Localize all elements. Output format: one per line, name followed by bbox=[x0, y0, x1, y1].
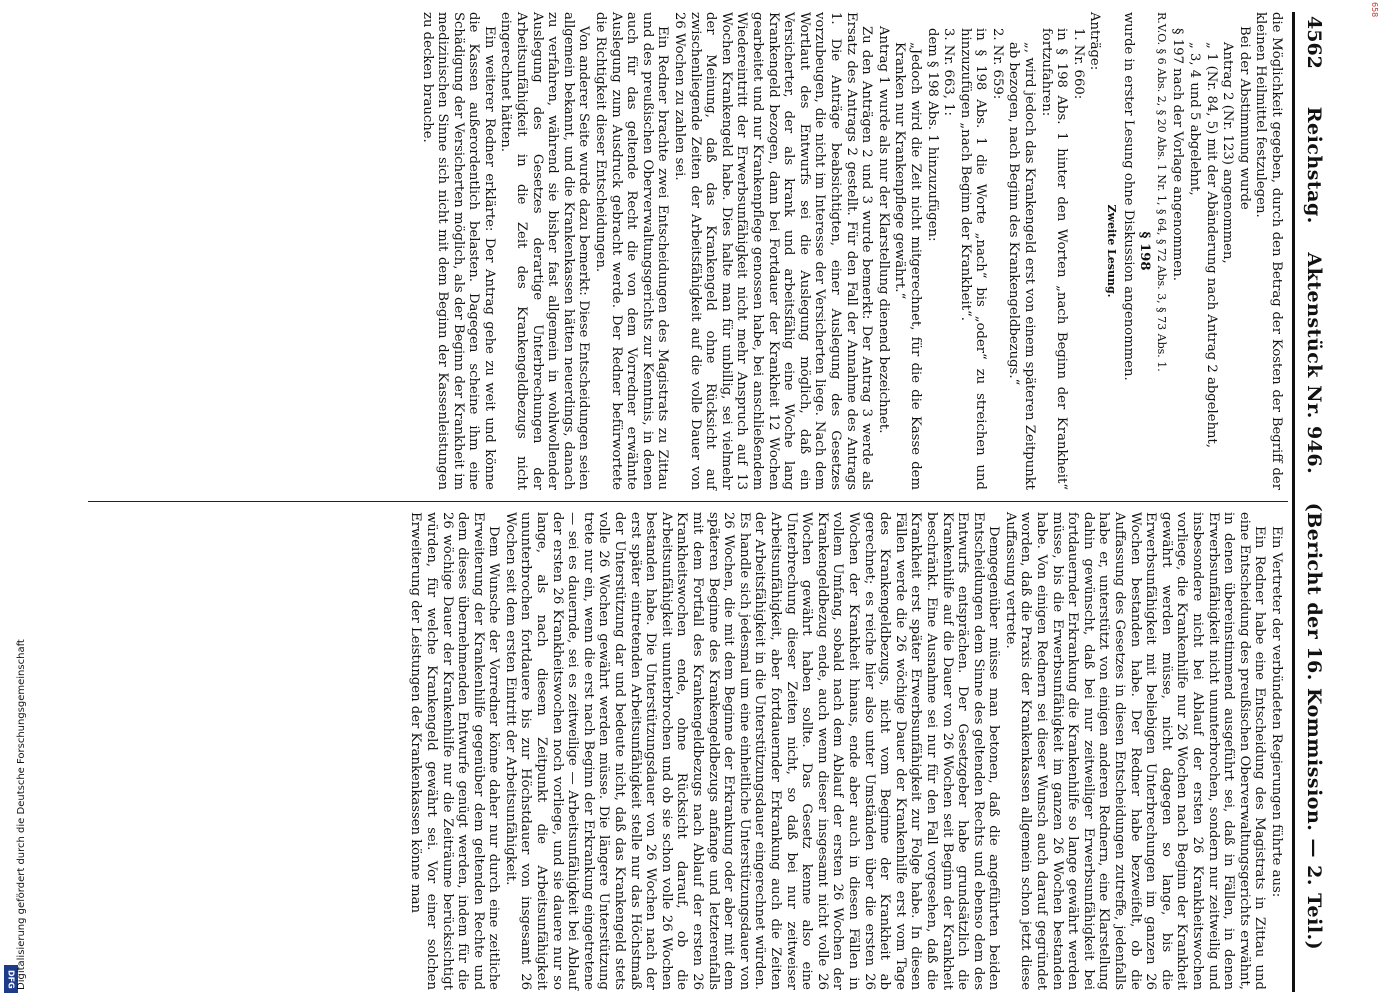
paragraph: Zu den Anträgen 2 und 3 wurde bemerkt: Der Antrag 3 werde als Ersatz des Antrags 2 gestellt. Für den Fall der Annahme des Antrags 1. Die Anträge beabsichtigten, einer Auslegung des Gesetzes vorzubeugen, die nicht im Interesse der Versicherten liege. Nach dem Wortlaut des Entwurfs sei die Auslegung möglich, daß ein Versicherter, der als krank und arbeitsfähig eine Woche lang Krankengeld bezogen, dann bei Fortdauer der Krankheit 12 Wochen gearbeitet und nur Krankenpflege genossen habe, bei anschließendem Wiedereintritt der Erwerbsunfähigkeit nicht mehr Anspruch auf 13 Wochen Krankengeld habe. Dies halte man für unbillig, sei vielmehr der Meinung, daß das Krankengeld ohne Rücksicht auf zwischenliegende Zeiten der Arbeitsfähigkeit auf die volle Dauer von 26 Wochen zu zahlen sei. bbox=[672, 12, 875, 490]
dfg-logo-icon: DFG bbox=[4, 965, 18, 993]
left-column bbox=[418, 12, 1284, 490]
paragraph: Dem Wunsche der Vorredner könne daher nur durch eine zeitliche Erweiterung der Krankenhilfe gegenüber dem geltenden Rechte und dem dieses übernehmenden Entwurfe genügt werden, indem für die 26 wöchige Dauer der Krankenhilfe nur die Zeiträume berücksichtigt würden, für welche Krankengeld gewährt sei. Vor einer solchen Erweiterung der Leistungen der Krankenkassen könne man bbox=[408, 512, 502, 990]
paragraph: Ein weiterer Redner erklärte: Der Antrag gehe zu weit und könne die Kassen außerordentlich belasten. Dagegen scheine ihm eine Schädigung der Versicherten möglich, als der Beginn der Krankheit im medizinischen Sinne sich nicht mit dem Beginn der Kassenleistungen zu decken brauche. bbox=[419, 12, 497, 490]
page-number: 4562 bbox=[1303, 16, 1326, 69]
right-column bbox=[407, 512, 1284, 990]
header-subtitle: (Bericht der 16. Kommission. — 2. Teil.) bbox=[1303, 502, 1326, 951]
motions-heading: Anträge: bbox=[1087, 12, 1103, 71]
page-id: 658 bbox=[1370, 2, 1379, 18]
page-header bbox=[1292, 12, 1334, 992]
scanned-page bbox=[34, 12, 1334, 992]
paragraph: Bei der Abstimmung wurde bbox=[1236, 26, 1252, 210]
motion-number: 3. Nr. 663, 1: bbox=[941, 28, 957, 116]
motion-text: in § 198 Abs. 1 die Worte „nach“ bis „oder“ zu streichen und hinzuzufügen „nach Beginn der Krankheit“. bbox=[957, 28, 989, 490]
paragraph: wurde in erster Lesung ohne Diskussion angenommen. bbox=[1120, 12, 1136, 381]
vote-line: Antrag 2 (Nr. 123) angenommen, bbox=[1220, 42, 1236, 264]
vote-line: „ 3, 4 und 5 abgelehnt, bbox=[1187, 42, 1203, 196]
motion-quote: „, wird jedoch das Krankengeld erst von einem späteren Zeitpunkt ab bezogen, nach Beginn des Krankengeldbezugs.“ bbox=[1006, 42, 1038, 490]
paragraph: Ein Redner habe eine Entscheidung des Magistrats in Zittau und eine Entscheidung des preußischen Oberverwaltungsgerichts erwähnt, in denen übereinstimmend ausgeführt sei, daß in Fällen, in denen Erwerbsunfähigkeit nicht ununterbrochen, sondern nur zeitweilig und insbesondere nicht bei Ablauf der ersten 26 Krankheitswochen vorliege, die Krankenhilfe nur 26 Wochen nach Beginn der Krankheit gewährt werden müsse, nicht dagegen so lange, bis die Erwerbsunfähigkeit mit beliebigen Unterbrechungen im ganzen 26 Wochen bestanden habe. Der Redner habe bezweifelt, ob die Auffassung des Gesetzes in diesen Entscheidungen zutreffe, jedenfalls habe er, unterstützt von einigen anderen Rednern, eine Klarstellung dahin gewünscht, daß bei nur zeitweiliger Erwerbsunfähigkeit bei fortdauernder Erkrankung die Krankenhilfe so lange gewährt werden müsse, bis die Erwerbsunfähigkeit im ganzen 26 Wochen bestanden habe. Von einigen Rednern sei dieser Wunsch auch darauf gegründet worden, daß die Praxis der Krankenkassen allgemein schon jetzt diese Auffassung vertrete. bbox=[1002, 512, 1268, 990]
motion-number: 2. Nr. 659: bbox=[989, 28, 1005, 100]
paragraph: die Möglichkeit gegeben, durch den Betrag der Kosten der Begriff der kleinen Heilmittel festzulegen. bbox=[1253, 12, 1284, 490]
header-document: Aktenstück Nr. 946. bbox=[1303, 252, 1326, 475]
header-section: Reichstag. bbox=[1303, 106, 1326, 224]
motion-text: dem § 198 Abs. 1 hinzuzufügen: bbox=[924, 28, 940, 242]
law-reference: R.V.O. § 6 Abs. 2, § 20 Abs. 1 Nr. 1, § 64, § 72 Abs. 3, § 73 Abs. 1. bbox=[1154, 12, 1168, 372]
paragraph: Von anderer Seite wurde dazu bemerkt: Diese Entscheidungen seien allgemein bekannt, und die Krankenkassen hätten neuerdings, danach zu verfahren, während sie bisher fast allgemein in wohlwollender Auslegung des Gesetzes derartige Unterbrechungen der Arbeitsunfähigkeit in die Zeit des Krankengeldbezugs nicht eingerechnet hätten. bbox=[498, 12, 592, 490]
motion-number: 1. Nr. 660: bbox=[1070, 28, 1086, 100]
paragraph: Ein Redner brachte zwei Entscheidungen des Magistrats zu Zittau und des preußischen Oberverwaltungsgerichts zur Kenntnis, in denen auch für das geltende Recht die von dem Vorredner erwähnte Auslegung zum Ausdruck gebracht werde. Der Redner befürwortete die Richtigkeit dieser Entscheidungen. bbox=[593, 12, 671, 490]
reading-heading: Zweite Lesung. bbox=[1105, 204, 1119, 298]
header-title bbox=[1304, 69, 1326, 988]
vote-line: § 197 nach der Vorlage angenommen. bbox=[1170, 28, 1186, 281]
paragraph: Demgegenüber müsse man betonen, daß die angeführten beiden Entscheidungen dem Sinne des geltenden Rechts und ebenso dem des Entwurfs entsprächen. Der Gesetzgeber habe grundsätzlich die Krankenhilfe auf die Dauer von 26 Wochen seit Beginn der Krankheit beschränkt. Eine Ausnahme sei nur für den Fall vorgesehen, daß die Krankheit erst später Erwerbsunfähigkeit zur Folge habe. In diesen Fällen werde die 26 wöchige Dauer der Krankenhilfe erst vom Tage des Krankengeldbezugs, nicht vom Beginne der Krankheit ab gerechnet; es reiche hier also unter Umständen über die ersten 26 Wochen der Krankheit hinaus, ende aber auch in diesen Fällen in vollem Umfang, sobald nach dem Ablauf der ersten 26 Wochen der Krankengeldbezug ende, auch wenn dieser insgesamt nicht volle 26 Wochen gewährt haben sollte. Das Gesetz kenne also eine Unterbrechung dieser Zeiten nicht, so daß bei nur zeitweiser Arbeitsunfähigkeit, aber fortdauernder Erkrankung auch die Zeiten der Arbeitsfähigkeit in die Unterstützungsdauer eingerechnet würden. Es handle sich jedesmal um eine einheitliche Unterstützungsdauer von 26 Wochen, die mit dem Beginne der Erkrankung oder aber mit dem späteren Beginne des Krankengeldbezugs anfange und letzterenfalls mit dem Fortfall des Krankengeldbezugs nach Ablauf der ersten 26 Krankheitswochen ende, ohne Rücksicht darauf, ob die Arbeitsunfähigkeit ununterbrochen und ob sie schon volle 26 Wochen bestanden habe. Die Unterstützungsdauer von 26 Wochen nach der erst später eintretenden Arbeitsunfähigkeit stelle nur das Höchstmaß der Unterstützung dar und bedeute nicht, daß das Krankengeld stets volle 26 Wochen gewährt werden müsse. Die längere Unterstützung trete nur ein, wenn die erst nach Beginn der Erkrankung eingetretene — sei es dauernde, sei es zeitweilige — Arbeitsunfähigkeit bei Ablauf der ersten 26 Krankheitswochen noch vorliege, und sie dauere nur so lange, als nach diesem Zeitpunkt die Arbeitsunfähigkeit ununterbrochen fortdauere bis zur Höchstdauer von insgesamt 26 Wochen seit dem ersten Eintritt der Arbeitsunfähigkeit. bbox=[502, 512, 1002, 990]
digitization-credit: Digitalisierung gefördert durch die Deutsche Forschungsgemeinschaft bbox=[16, 639, 27, 990]
paragraph: Ein Vertreter der verbündeten Regierungen führte aus: bbox=[1269, 526, 1284, 898]
section-heading: § 198 bbox=[1137, 231, 1153, 271]
paragraph: Antrag 1 wurde als nur der Klarstellung dienend bezeichnet. bbox=[875, 26, 891, 434]
motion-text: in § 198 Abs. 1 hinter den Worten „nach Beginn der Krankheit“ fortzufahren: bbox=[1038, 28, 1070, 490]
column-divider bbox=[88, 501, 1288, 502]
vote-line: „ 1 (Nr. 84, 5) mit der Abänderung nach Antrag 2 abgelehnt, bbox=[1203, 42, 1219, 449]
motion-quote: „Jedoch wird die Zeit nicht mitgerechnet, für die die Kasse dem Kranken nur Krankenpflege gewährt.“ bbox=[892, 42, 923, 490]
